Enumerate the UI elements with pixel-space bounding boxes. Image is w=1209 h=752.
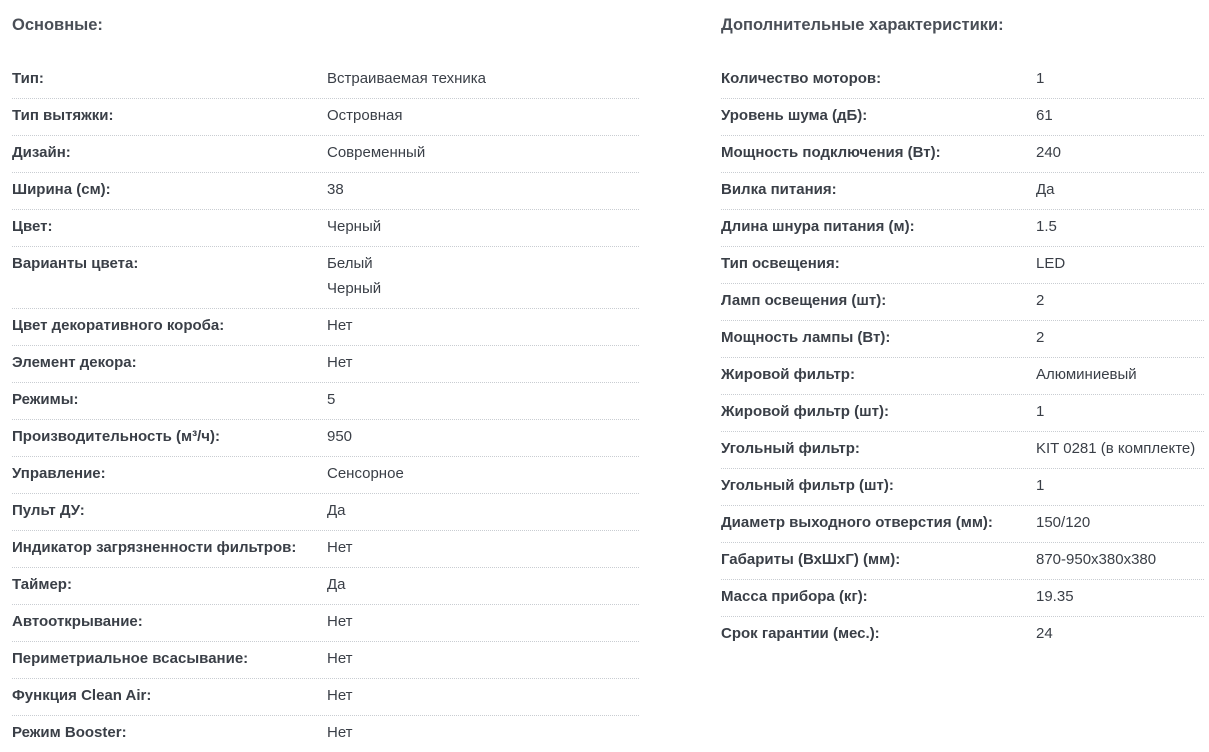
spec-value <box>1036 365 1137 385</box>
spec-label: Управление: <box>12 465 106 482</box>
spec-value <box>327 427 352 447</box>
spec-value <box>327 180 344 200</box>
spec-value-item: Современный <box>327 144 426 161</box>
spec-value-item: 5 <box>327 391 336 408</box>
extra-specs-heading: Дополнительные характеристики: <box>721 16 1004 34</box>
spec-row <box>12 420 639 457</box>
spec-label: Количество моторов: <box>721 70 882 87</box>
spec-value <box>1036 587 1074 607</box>
spec-value-item: Да <box>327 576 346 593</box>
basic-specs-heading: Основные: <box>12 16 103 34</box>
spec-row <box>12 716 639 752</box>
spec-value-item: Нет <box>327 317 353 334</box>
spec-label: Периметриальное всасывание: <box>12 650 249 667</box>
spec-row <box>721 506 1204 543</box>
spec-value-item: 1 <box>1036 70 1045 87</box>
spec-label: Жировой фильтр: <box>721 366 855 383</box>
spec-label: Варианты цвета: <box>12 255 139 272</box>
spec-value-item: 1.5 <box>1036 218 1057 235</box>
spec-value <box>327 254 381 299</box>
spec-row <box>721 173 1204 210</box>
spec-value-item: Нет <box>327 539 353 556</box>
spec-row <box>721 62 1204 99</box>
spec-label: Мощность подключения (Вт): <box>721 144 941 161</box>
spec-value <box>1036 143 1061 163</box>
spec-label: Тип освещения: <box>721 255 840 272</box>
spec-value-item: Нет <box>327 354 353 371</box>
spec-value <box>327 390 335 410</box>
spec-value-item: 150/120 <box>1036 514 1091 531</box>
spec-value-item: Нет <box>327 724 353 741</box>
spec-row <box>721 543 1204 580</box>
spec-value <box>1036 106 1053 126</box>
basic-specs-section <box>12 0 639 752</box>
extra-specs-list <box>721 62 1204 653</box>
spec-value <box>1036 476 1044 496</box>
spec-value <box>327 69 486 89</box>
spec-value <box>1036 328 1044 348</box>
spec-label: Индикатор загрязненности фильтров: <box>12 539 297 556</box>
spec-row <box>12 346 639 383</box>
spec-value-item: Встраиваемая техника <box>327 70 486 87</box>
spec-value-item: 2 <box>1036 292 1045 309</box>
spec-row <box>12 383 639 420</box>
spec-value-item: Да <box>327 502 346 519</box>
spec-label: Диаметр выходного отверстия (мм): <box>721 514 993 531</box>
spec-row <box>12 605 639 642</box>
spec-row <box>721 432 1204 469</box>
spec-value <box>327 143 425 163</box>
spec-row <box>12 679 639 716</box>
spec-value <box>327 501 346 521</box>
spec-label: Дизайн: <box>12 144 71 161</box>
spec-value <box>1036 550 1156 570</box>
spec-label: Габариты (ВхШхГ) (мм): <box>721 551 901 568</box>
spec-value-item: Нет <box>327 687 353 704</box>
spec-label: Автооткрывание: <box>12 613 143 630</box>
spec-value-item: Белый <box>327 255 373 272</box>
spec-label: Мощность лампы (Вт): <box>721 329 891 346</box>
spec-value <box>327 353 353 373</box>
spec-label: Вилка питания: <box>721 181 837 198</box>
spec-value-item: LED <box>1036 255 1066 272</box>
spec-value <box>1036 180 1055 200</box>
spec-row <box>721 580 1204 617</box>
spec-label: Пульт ДУ: <box>12 502 85 519</box>
spec-value <box>327 575 346 595</box>
spec-row <box>721 136 1204 173</box>
spec-row <box>12 494 639 531</box>
spec-value-item: 2 <box>1036 329 1045 346</box>
spec-row <box>721 469 1204 506</box>
spec-value <box>1036 439 1195 459</box>
spec-label: Производительность (м³/ч): <box>12 428 221 445</box>
spec-value-item: 24 <box>1036 625 1053 642</box>
spec-label: Срок гарантии (мес.): <box>721 625 880 642</box>
spec-value-item: 38 <box>327 181 344 198</box>
spec-row <box>12 136 639 173</box>
spec-value <box>327 686 353 706</box>
spec-value <box>327 612 353 632</box>
spec-row <box>721 395 1204 432</box>
spec-value-item: 950 <box>327 428 353 445</box>
spec-value-item: 870-950x380x380 <box>1036 551 1157 568</box>
spec-value <box>327 649 353 669</box>
spec-label: Тип вытяжки: <box>12 107 114 124</box>
spec-row <box>12 568 639 605</box>
spec-value <box>1036 402 1044 422</box>
spec-label: Таймер: <box>12 576 72 593</box>
spec-label: Ламп освещения (шт): <box>721 292 887 309</box>
spec-value <box>1036 291 1044 311</box>
spec-value-item: Нет <box>327 650 353 667</box>
spec-row <box>12 210 639 247</box>
spec-value-item: Черный <box>327 218 382 235</box>
spec-value-item: KIT 0281 (в комплекте) <box>1036 440 1196 457</box>
spec-row <box>12 642 639 679</box>
spec-label: Элемент декора: <box>12 354 137 371</box>
spec-value <box>1036 624 1053 644</box>
spec-label: Режимы: <box>12 391 79 408</box>
spec-row <box>721 99 1204 136</box>
spec-value <box>327 538 353 558</box>
spec-row <box>12 173 639 210</box>
spec-row <box>12 309 639 346</box>
spec-row <box>12 99 639 136</box>
spec-value <box>1036 254 1065 274</box>
spec-value <box>327 464 404 484</box>
spec-label: Масса прибора (кг): <box>721 588 868 605</box>
spec-value-item: 240 <box>1036 144 1062 161</box>
spec-value <box>327 316 353 336</box>
spec-value <box>327 723 353 743</box>
spec-row <box>721 210 1204 247</box>
spec-row <box>721 247 1204 284</box>
spec-row <box>721 358 1204 395</box>
spec-label: Угольный фильтр (шт): <box>721 477 894 494</box>
spec-value-item: 1 <box>1036 403 1045 420</box>
spec-value-item: Сенсорное <box>327 465 404 482</box>
spec-label: Жировой фильтр (шт): <box>721 403 889 420</box>
extra-specs-section <box>721 0 1204 653</box>
spec-value-item: 19.35 <box>1036 588 1074 605</box>
spec-row <box>721 284 1204 321</box>
spec-label: Функция Clean Air: <box>12 687 152 704</box>
spec-row <box>12 247 639 309</box>
spec-row <box>721 321 1204 358</box>
spec-label: Цвет: <box>12 218 53 235</box>
spec-row <box>12 62 639 99</box>
spec-label: Длина шнура питания (м): <box>721 218 915 235</box>
spec-label: Цвет декоративного короба: <box>12 317 225 334</box>
spec-label: Тип: <box>12 70 44 87</box>
spec-value <box>327 106 402 126</box>
spec-label: Угольный фильтр: <box>721 440 860 457</box>
spec-value <box>1036 513 1090 533</box>
spec-label: Режим Booster: <box>12 724 127 741</box>
spec-value <box>1036 217 1057 237</box>
spec-value-item: Да <box>1036 181 1055 198</box>
spec-value-item: 61 <box>1036 107 1053 124</box>
spec-value-item: 1 <box>1036 477 1045 494</box>
spec-row <box>12 457 639 494</box>
spec-row <box>12 531 639 568</box>
spec-label: Ширина (см): <box>12 181 111 198</box>
spec-value-item: Алюминиевый <box>1036 366 1137 383</box>
basic-specs-list <box>12 62 639 752</box>
spec-value <box>1036 69 1044 89</box>
spec-value <box>327 217 381 237</box>
spec-value-item: Нет <box>327 613 353 630</box>
spec-value-item: Черный <box>327 280 382 297</box>
spec-row <box>721 617 1204 653</box>
spec-value-item: Островная <box>327 107 403 124</box>
spec-label: Уровень шума (дБ): <box>721 107 868 124</box>
